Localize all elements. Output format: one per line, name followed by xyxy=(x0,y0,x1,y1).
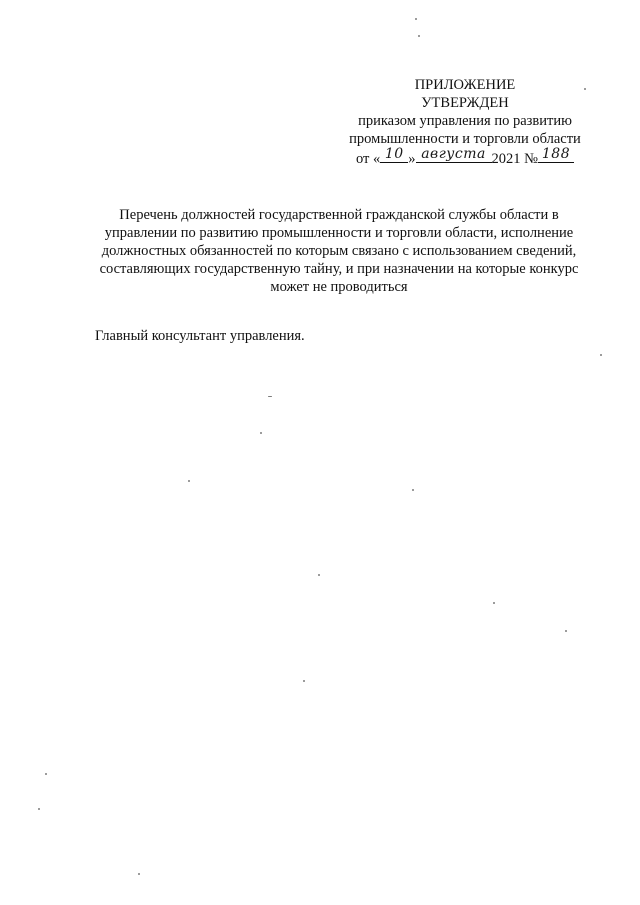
month-blank xyxy=(416,148,492,163)
scan-speck xyxy=(565,630,567,632)
scan-speck xyxy=(412,489,414,491)
order-line-1: приказом управления по развитию xyxy=(358,113,572,129)
order-prefix: от « xyxy=(356,151,381,167)
order-quote-close: » xyxy=(408,151,416,167)
title-line: управлении по развитию промышленности и торговли области, исполнение xyxy=(104,225,574,241)
scan-speck xyxy=(260,432,262,434)
title-line: должностных обязанностей по которым связано с использованием сведений, xyxy=(101,243,577,259)
document-title xyxy=(84,206,594,296)
order-year: 2021 № xyxy=(491,151,538,167)
approval-header xyxy=(330,76,600,168)
scan-speck xyxy=(418,35,420,37)
scan-speck xyxy=(318,574,320,576)
scan-speck xyxy=(188,480,190,482)
scan-speck xyxy=(600,354,602,356)
scan-speck xyxy=(38,808,40,810)
title-line: может не проводиться xyxy=(270,279,408,295)
number-blank xyxy=(538,148,574,163)
title-line: составляющих государственную тайну, и при назначении на которые конкурс xyxy=(99,261,579,277)
position-entry: Главный консультант управления. xyxy=(95,328,305,344)
handwritten-month: августа xyxy=(421,146,486,162)
scan-speck xyxy=(415,18,417,20)
scan-speck xyxy=(138,873,140,875)
order-date-number-line xyxy=(330,148,600,168)
day-blank xyxy=(380,148,408,163)
order-line-2: промышленности и торговли области xyxy=(349,131,581,147)
scan-speck xyxy=(493,602,495,604)
scan-speck xyxy=(45,773,47,775)
handwritten-number: 188 xyxy=(541,146,571,162)
scan-speck xyxy=(584,88,586,90)
approved-label: УТВЕРЖДЕН xyxy=(421,95,509,111)
appendix-label: ПРИЛОЖЕНИЕ xyxy=(414,77,516,93)
scan-speck xyxy=(303,680,305,682)
handwritten-day: 10 xyxy=(384,146,404,162)
scan-speck xyxy=(268,396,272,397)
title-line: Перечень должностей государственной гражданской службы области в xyxy=(119,207,559,223)
